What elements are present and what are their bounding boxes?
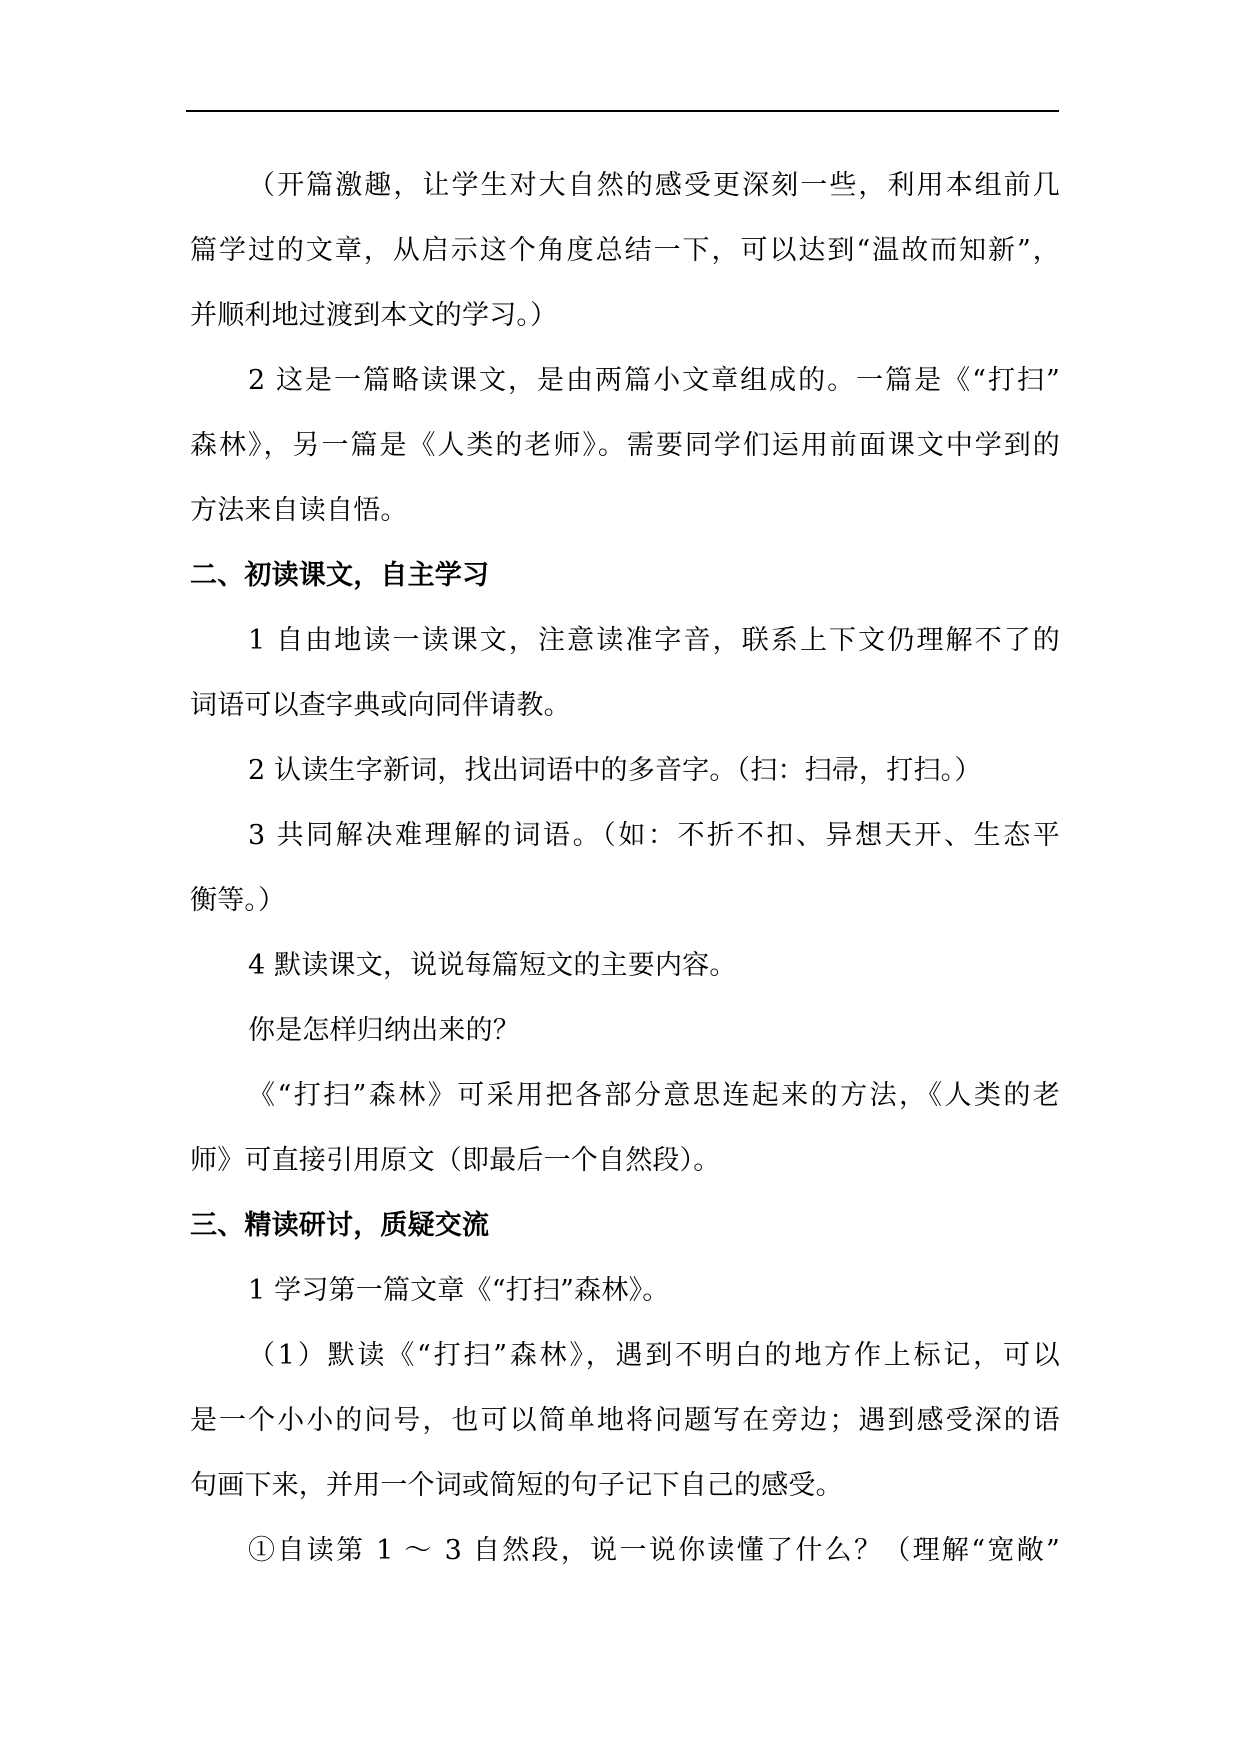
paragraph-line: （1）默读《“打扫”森林》，遇到不明白的地方作上标记，可以 [248,1340,1060,1371]
paragraph-line: ①自读第 1 ～ 3 自然段，说一说你读懂了什么？（理解“宽敞” [248,1535,1060,1566]
paragraph-line: 篇学过的文章，从启示这个角度总结一下，可以达到“温故而知新”， [190,235,1060,266]
paragraph-line: 2 认读生字新词，找出词语中的多音字。（扫：扫帚，打扫。） [248,755,982,786]
paragraph-line: （开篇激趣，让学生对大自然的感受更深刻一些，利用本组前几 [248,170,1060,201]
paragraph-line: 4 默读课文，说说每篇短文的主要内容。 [248,950,737,981]
paragraph-line: 是一个小小的问号，也可以简单地将问题写在旁边；遇到感受深的语 [190,1405,1060,1436]
paragraph-line: 2 这是一篇略读课文，是由两篇小文章组成的。一篇是《“打扫” [248,365,1060,396]
paragraph-line: 词语可以查字典或向同伴请教。 [190,690,571,721]
paragraph-line: 3 共同解决难理解的词语。（如：不折不扣、异想天开、生态平 [248,820,1060,851]
section-heading: 二、初读课文，自主学习 [190,560,490,591]
paragraph-line: 《“打扫”森林》可采用把各部分意思连起来的方法，《人类的老 [248,1080,1060,1111]
paragraph-line: 你是怎样归纳出来的？ [248,1015,520,1046]
section-heading: 三、精读研讨，质疑交流 [190,1210,490,1241]
paragraph-line: 师》可直接引用原文（即最后一个自然段）。 [190,1145,721,1176]
paragraph-line: 森林》，另一篇是《人类的老师》。需要同学们运用前面课文中学到的 [190,430,1060,461]
header-rule [186,110,1059,112]
paragraph-line: 方法来自读自悟。 [190,495,408,526]
paragraph-line: 1 自由地读一读课文，注意读准字音，联系上下文仍理解不了的 [248,625,1060,656]
paragraph-line: 并顺利地过渡到本文的学习。） [190,300,558,331]
paragraph-line: 衡等。） [190,885,286,916]
paragraph-line: 1 学习第一篇文章《“打扫”森林》。 [248,1275,670,1306]
paragraph-line: 句画下来，并用一个词或简短的句子记下自己的感受。 [190,1470,843,1501]
